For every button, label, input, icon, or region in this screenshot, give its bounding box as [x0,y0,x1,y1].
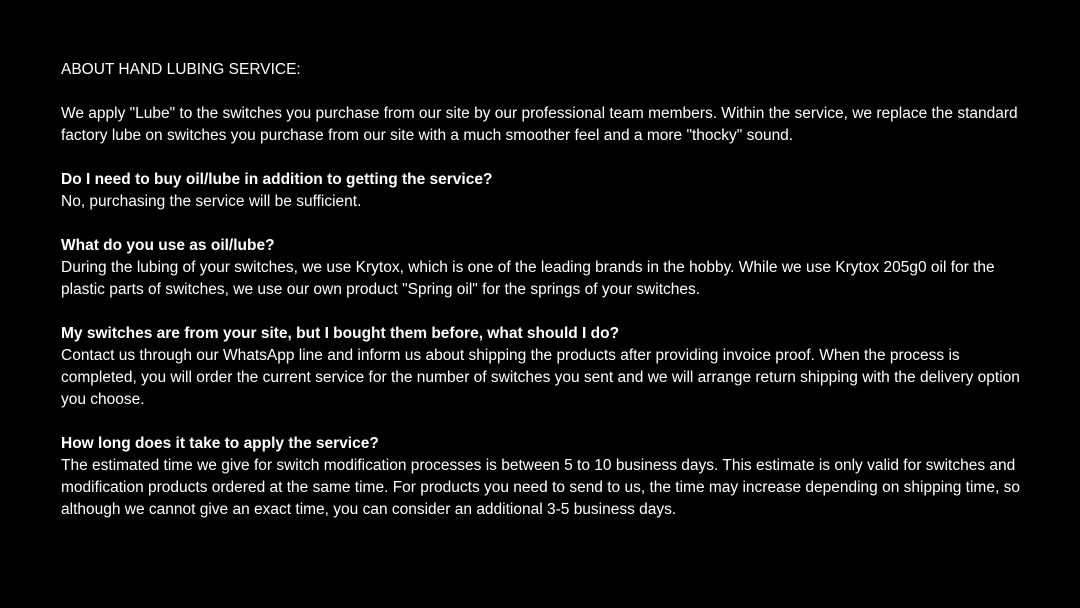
faq-question: Do I need to buy oil/lube in addition to getting the service? [61,171,493,188]
faq-question: How long does it take to apply the service? [61,435,379,452]
faq-question: My switches are from your site, but I bought them before, what should I do? [61,325,620,342]
faq-item [61,433,1026,521]
faq-answer: The estimated time we give for switch modification processes is between 5 to 10 business days. This estimate is only valid for switches and modification products ordered at the same time. For products you need to send to us, the time may increase depending on shipping time, so although we cannot give an exact time, you can consider an additional 3-5 business days. [61,457,1020,518]
intro-paragraph: We apply "Lube" to the switches you purchase from our site by our professional team members. Within the service, we replace the standard factory lube on switches you purchase from our site with a much smoother feel and a more "thocky" sound. [61,105,1018,144]
faq-answer: No, purchasing the service will be sufficient. [61,193,362,210]
faq-item [61,235,1026,301]
page-title: ABOUT HAND LUBING SERVICE: [61,61,301,78]
faq-question: What do you use as oil/lube? [61,237,275,254]
faq-item [61,323,1026,411]
faq-answer: Contact us through our WhatsApp line and inform us about shipping the products after providing invoice proof. When the process is completed, you will order the current service for the number of switches you sent and we will arrange return shipping with the delivery option you choose. [61,347,1020,408]
faq-answer: During the lubing of your switches, we use Krytox, which is one of the leading brands in the hobby. While we use Krytox 205g0 oil for the plastic parts of switches, we use our own product "Spring oil" for the springs of your switches. [61,259,995,298]
service-info-document [61,59,1026,521]
faq-item [61,169,1026,213]
